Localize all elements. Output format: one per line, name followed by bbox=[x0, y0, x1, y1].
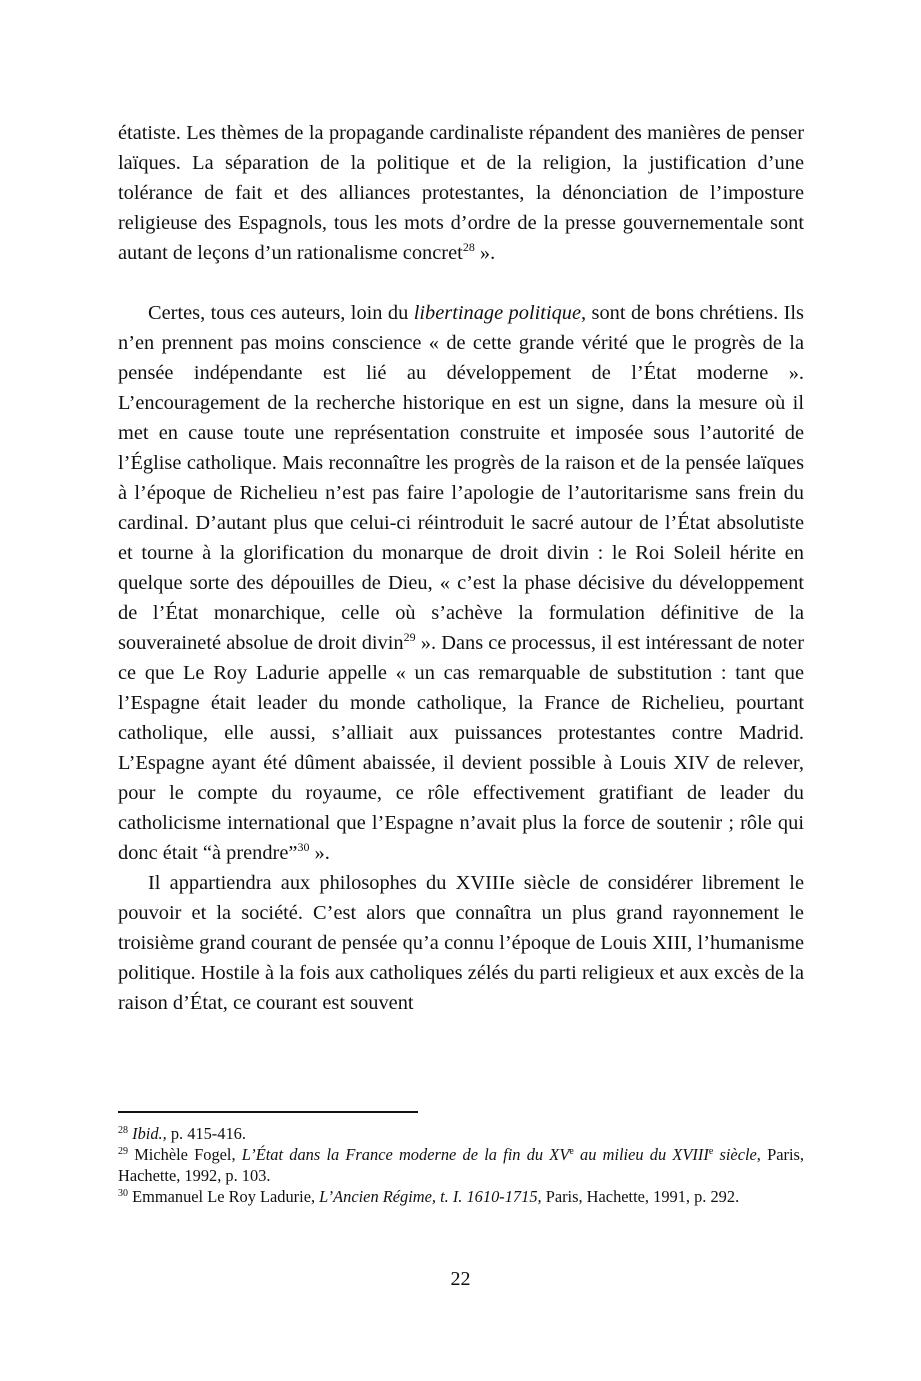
paragraph-2-end: ». bbox=[309, 842, 330, 864]
paragraph-1-end: ». bbox=[474, 242, 496, 264]
footnote-29-title-a: L’État dans la France moderne de la fin du XV bbox=[241, 1145, 570, 1164]
footnote-30-rest: Paris, Hachette, 1991, p. 292. bbox=[541, 1187, 740, 1206]
footnote-28-rest: p. 415-416. bbox=[166, 1124, 246, 1143]
footnote-ref-28[interactable]: 28 bbox=[462, 240, 475, 254]
footnote-29-title-sup-b: e bbox=[708, 1146, 714, 1157]
main-text bbox=[118, 118, 804, 1018]
footnote-29-rest: , Paris, Hachette, 1992, p. 103. bbox=[118, 1145, 804, 1185]
paragraph-2-part-c: ». Dans ce processus, il est intéressant de noter ce que Le Roy Ladurie appelle « un cas remarquable de substitution : tant que l’Espagne était leader du monde catholique, la France de Richelieu, pourtant catholique, elle aussi, s’alliait aux puissances protestantes contre Madrid. L’Espagne ayant été dûment abaissée, il devient possible à Louis XIV de relever, pour le compte du royaume, ce rôle effectivement gratifiant de leader du catholicisme international que l’Espagne n’avait plus la force de soutenir ; rôle qui donc était “à prendre” bbox=[118, 632, 805, 864]
paragraph-3 bbox=[118, 868, 804, 1018]
footnote-28-italic: Ibid., bbox=[132, 1124, 167, 1143]
footnote-30 bbox=[118, 1186, 804, 1207]
footnote-29-title-b: au milieu du XVIII bbox=[573, 1145, 709, 1164]
paragraph-1-text: étatiste. Les thèmes de la propagande cardinaliste répandent des manières de penser laïques. La séparation de la politique et de la religion, la justification d’une tolérance de fait et des alliances protestantes, la dénonciation de l’imposture religieuse des Espagnols, tous les mots d’ordre de la presse gouvernementale sont autant de leçons d’un rationalisme concret bbox=[118, 122, 804, 264]
paragraph-2-part-b: sont de bons chrétiens. Ils n’en prennent pas moins conscience « de cette grande vérité que le progrès de la pensée indépendante est lié au développement de l’État moderne ». L’encouragement de la recherche historique en est un signe, dans la mesure où il met en cause toute une représentation construite et imposée sous l’autorité de l’Église catholique. Mais reconnaître les progrès de la raison et de la pensée laïques à l’époque de Richelieu n’est pas faire l’apologie de l’autoritarisme sans frein du cardinal. D’autant plus que celui-ci réintroduit le sacré autour de l’État absolutiste et tourne à la glorification du monarque de droit divin : le Roi Soleil hérite en quelque sorte des dépouilles de Dieu, « c’est la phase décisive du développement de l’État monarchique, celle où s’achève la formulation définitive de la souveraineté absolue de droit divin bbox=[118, 302, 804, 654]
footnote-30-title: L’Ancien Régime, t. I. 1610-1715, bbox=[319, 1187, 542, 1206]
footnote-29-title-c: siècle bbox=[713, 1145, 757, 1164]
page-number: 22 bbox=[450, 1268, 471, 1290]
paragraph-3-text: Il appartiendra aux philosophes du XVIIIe siècle de considérer librement le pouvoir et la société. C’est alors que connaîtra un plus grand rayonnement le troisième grand courant de pensée qu’a connu l’époque de Louis XIII, l’humanisme politique. Hostile à la fois aux catholiques zélés du parti religieux et aux excès de la raison d’État, ce courant est souvent bbox=[118, 872, 804, 1014]
footnote-30-author: Emmanuel Le Roy Ladurie, bbox=[128, 1187, 320, 1206]
footnote-ref-29[interactable]: 29 bbox=[403, 630, 416, 644]
footnote-29-author: Michèle Fogel, bbox=[128, 1145, 242, 1164]
footnotes bbox=[118, 1123, 804, 1207]
footnote-ref-30[interactable]: 30 bbox=[297, 840, 310, 854]
footnote-28-number: 28 bbox=[118, 1125, 128, 1136]
footnote-28 bbox=[118, 1123, 804, 1144]
footnote-29-title-sup-a: e bbox=[569, 1146, 574, 1157]
paragraph-2-part-a: Certes, tous ces auteurs, loin du bbox=[148, 302, 414, 324]
paragraph-2 bbox=[118, 298, 804, 868]
paragraph-2-italic: libertinage politique, bbox=[413, 302, 587, 324]
footnote-separator bbox=[118, 1111, 418, 1113]
footnote-30-number: 30 bbox=[118, 1188, 128, 1199]
footnote-29-number: 29 bbox=[118, 1146, 128, 1157]
paragraph-1 bbox=[118, 118, 804, 268]
footnote-29 bbox=[118, 1144, 804, 1186]
